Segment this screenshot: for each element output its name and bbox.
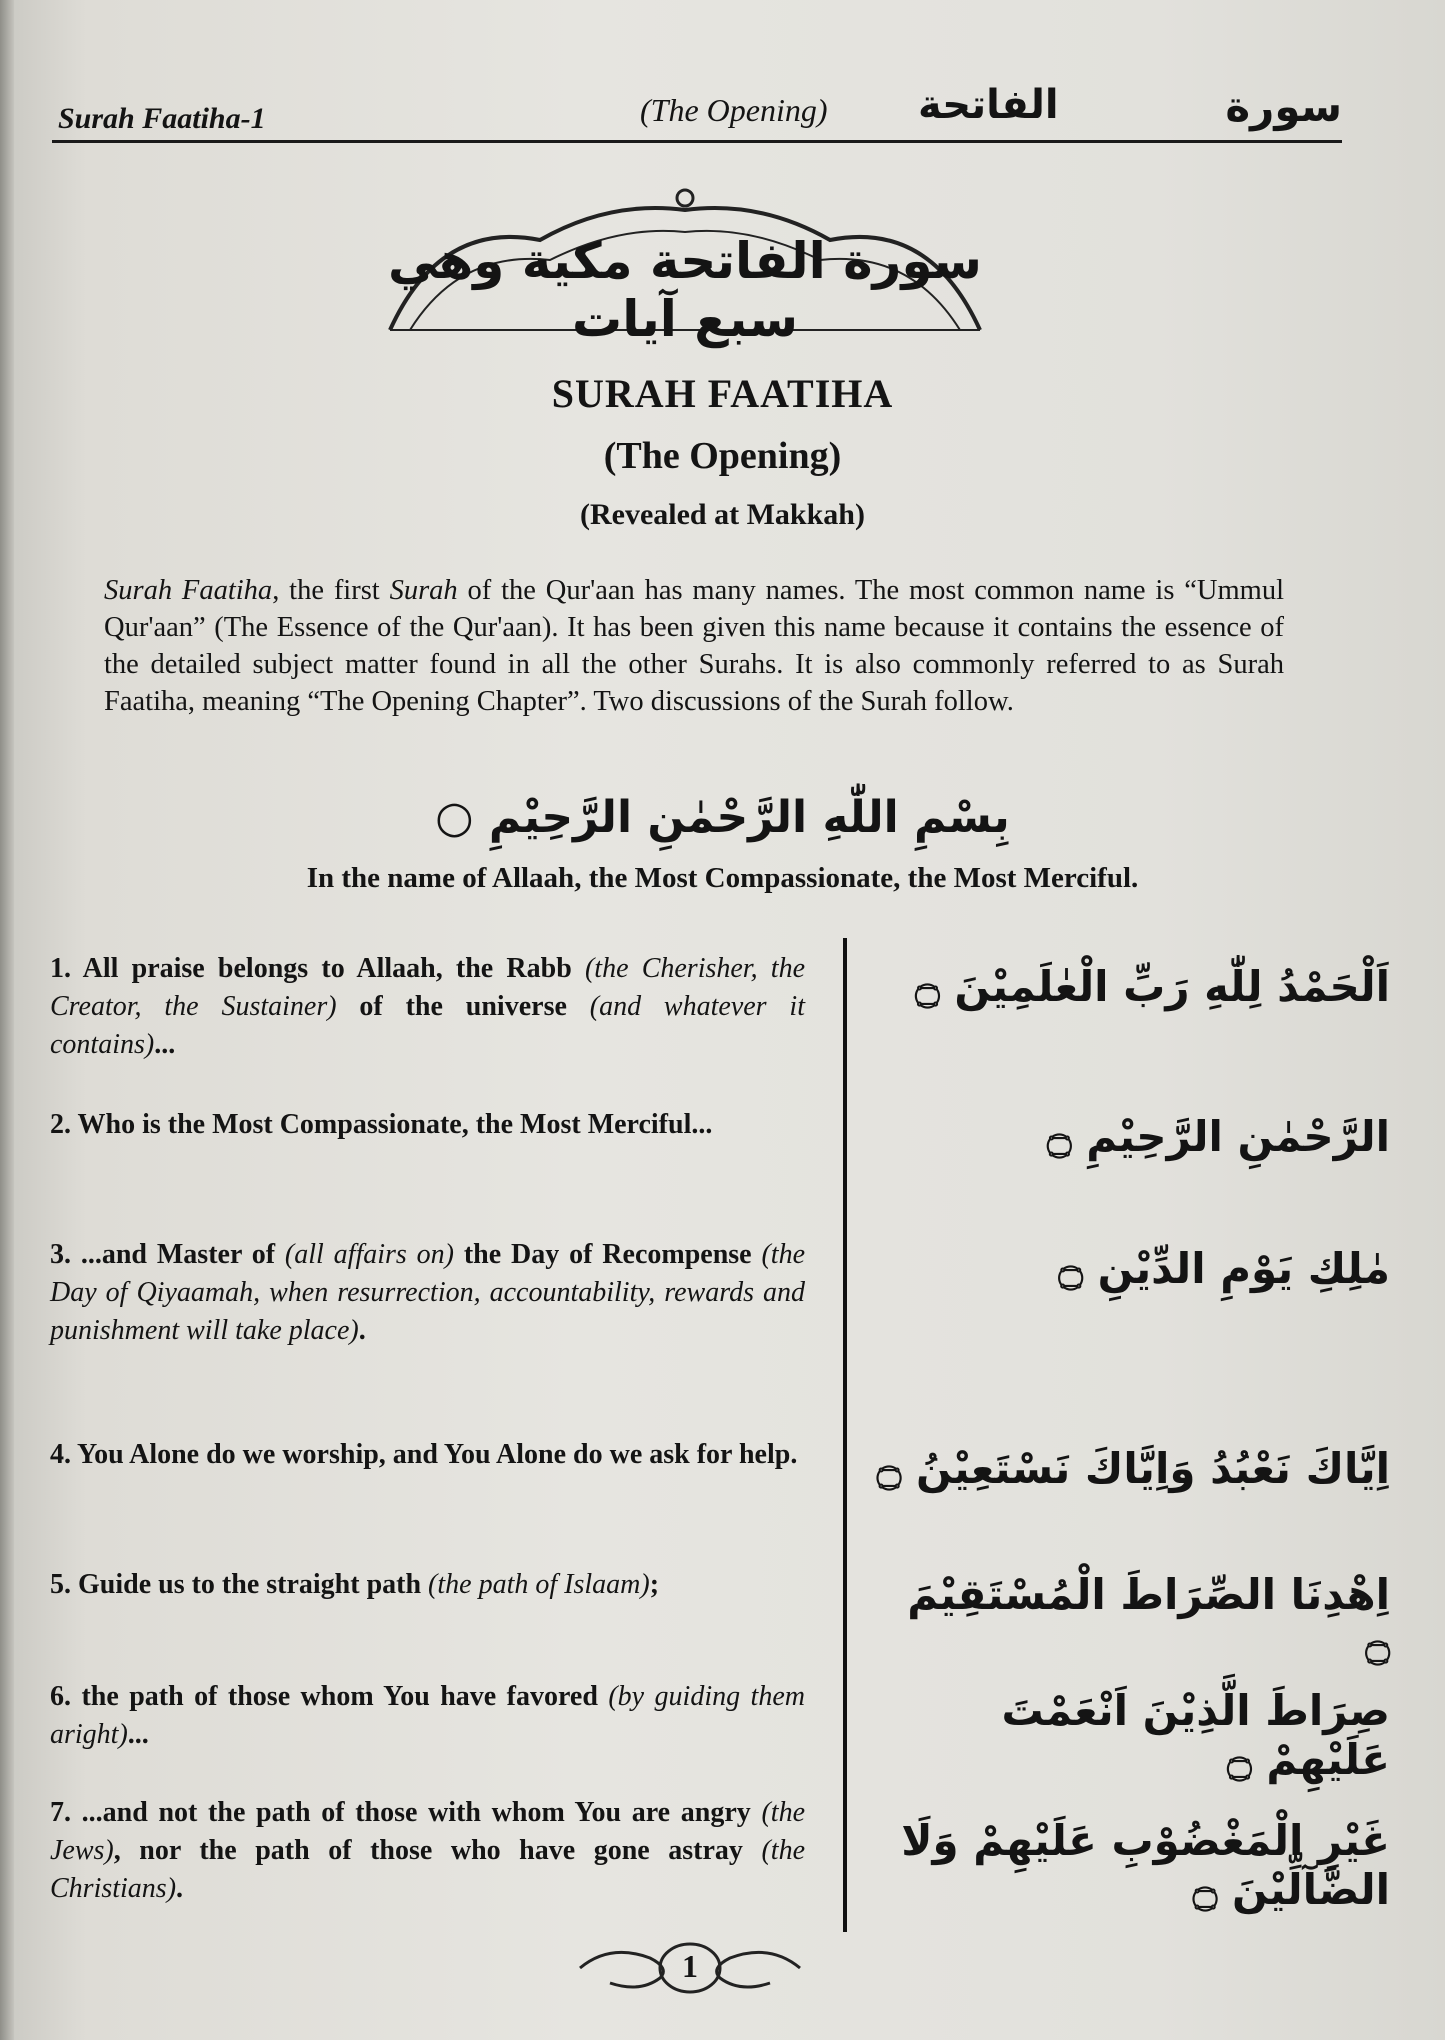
column-divider bbox=[843, 938, 847, 1932]
verse-6-arabic: صِرَاطَ الَّذِيْنَ اَنْعَمْتَ عَلَيْهِمْ ۝ bbox=[1001, 1686, 1390, 1784]
verse-5-arabic: اِهْدِنَا الصِّرَاطَ الْمُسْتَقِيْمَ ۝ bbox=[907, 1570, 1390, 1668]
verse-7-italic-a: (the Jews) bbox=[50, 1797, 805, 1866]
verse-3-english bbox=[50, 1236, 805, 1350]
verse-6-english bbox=[50, 1678, 805, 1754]
header-opening-title: (The Opening) bbox=[640, 92, 828, 128]
page-footer-ornament bbox=[570, 1938, 810, 1998]
verse-5-text-a: 5. Guide us to the straight path bbox=[50, 1569, 429, 1600]
verse-2-english bbox=[50, 1106, 805, 1144]
basmala-arabic: بِسْمِ اللّٰهِ الرَّحْمٰنِ الرَّحِيْمِ ○ bbox=[435, 792, 1010, 843]
verse-3-arabic: مٰلِكِ يَوْمِ الدِّيْنِ ۝ bbox=[1058, 1244, 1390, 1293]
book-spine bbox=[0, 0, 14, 2040]
intro-italic-surah-name: Surah Faatiha bbox=[104, 575, 273, 606]
verse-2-arabic: الرَّحْمٰنِ الرَّحِيْمِ ۝ bbox=[1046, 1112, 1390, 1161]
verse-1-italic-b: (and whatever it contains) bbox=[50, 991, 805, 1060]
verse-7-text-c: . bbox=[176, 1873, 184, 1904]
verse-7-text-a: 7. ...and not the path of those with whom You are angry bbox=[50, 1797, 762, 1828]
page-number: 1 bbox=[682, 1948, 698, 1984]
running-header bbox=[52, 82, 1342, 143]
verse-6-italic-a: (by guiding them aright) bbox=[50, 1681, 805, 1750]
verse-3-italic-a: (all affairs on) bbox=[284, 1239, 454, 1270]
verse-2-text-a: 2. Who is the Most Compassionate, the Most Merciful... bbox=[50, 1109, 713, 1140]
verse-4-english bbox=[50, 1436, 805, 1474]
surah-title: SURAH FAATIHA bbox=[551, 371, 894, 416]
verse-1-text-c: ... bbox=[154, 1029, 176, 1060]
verse-5-english bbox=[50, 1566, 805, 1604]
verse-5-text-b: ; bbox=[649, 1569, 660, 1600]
verse-3-text-b: the Day of Recompense bbox=[453, 1239, 762, 1270]
verse-1-english bbox=[50, 950, 805, 1064]
banner-arabic-title: سورة الفاتحة مكية وهي سبع آيات bbox=[388, 232, 982, 348]
verse-5-italic-a: (the path of Islaam) bbox=[428, 1569, 650, 1600]
verse-1-text-b: of the universe bbox=[336, 991, 590, 1022]
verse-1-italic-a: (the Cherisher, the Creator, the Sustainer) bbox=[50, 953, 805, 1022]
intro-text-b: of the Qur'aan has many names. The most common name is “Ummul Qur'aan” (The Essence of the Qur'aan). It has been given this name because it contains the essence of the detailed subject matter found in all the other Surahs. It is also commonly referred to as Surah Faatiha, meaning “The Opening Chapter”. Two discussions of the Surah follow. bbox=[104, 575, 1285, 717]
intro-text-a: , the first bbox=[272, 575, 390, 606]
header-arabic-surah-word: سورة bbox=[1225, 82, 1342, 131]
verse-7-text-b: , nor the path of those who have gone astray bbox=[113, 1835, 762, 1866]
verse-7-italic-b: (the Christians) bbox=[50, 1835, 805, 1904]
header-arabic-surah-name: الفاتحة bbox=[918, 82, 1059, 128]
verse-7-arabic: غَيْرِ الْمَغْضُوْبِ عَلَيْهِمْ وَلَا الضَّآلِّيْنَ ۝ bbox=[901, 1816, 1390, 1914]
verse-3-italic-b: (the Day of Qiyaamah, when resurrection, accountability, rewards and punishment will take place) bbox=[50, 1239, 805, 1346]
verse-6-text-a: 6. the path of those whom You have favored bbox=[50, 1681, 609, 1712]
verse-4-text-a: 4. You Alone do we worship, and You Alone do we ask for help. bbox=[50, 1439, 798, 1470]
verse-1-text-a: 1. All praise belongs to Allaah, the Rabb bbox=[50, 953, 585, 984]
verse-6-text-b: ... bbox=[127, 1719, 149, 1750]
header-surah-title: Surah Faatiha-1 bbox=[58, 102, 266, 135]
verse-4-arabic: اِيَّاكَ نَعْبُدُ وَاِيَّاكَ نَسْتَعِيْنُ ۝ bbox=[876, 1444, 1390, 1493]
intro-italic-surah: Surah bbox=[389, 575, 458, 606]
surah-subtitle: (The Opening) bbox=[603, 435, 842, 477]
intro-paragraph bbox=[104, 572, 1284, 720]
verse-7-english bbox=[50, 1794, 805, 1908]
basmala-english: In the name of Allaah, the Most Compassionate, the Most Merciful. bbox=[306, 862, 1139, 894]
revelation-place: (Revealed at Makkah) bbox=[580, 498, 865, 531]
verse-1-arabic: اَلْحَمْدُ لِلّٰهِ رَبِّ الْعٰلَمِيْنَ ۝ bbox=[915, 962, 1390, 1011]
calligraphy-banner bbox=[380, 180, 990, 355]
verse-3-text-c: . bbox=[358, 1315, 366, 1346]
verse-3-text-a: 3. ...and Master of bbox=[50, 1239, 285, 1270]
